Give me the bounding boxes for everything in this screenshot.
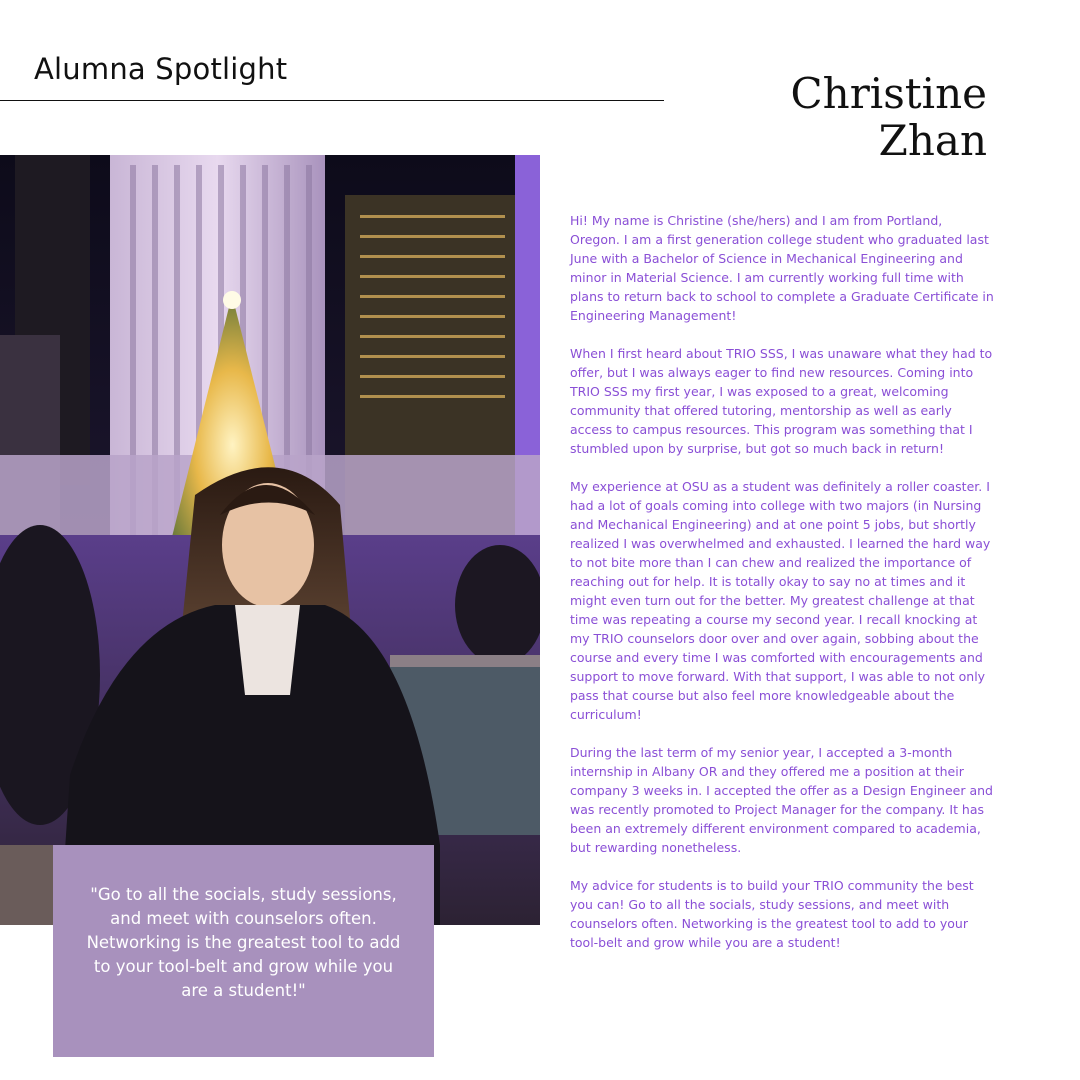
section-title: Alumna Spotlight: [34, 52, 288, 86]
header-divider: [0, 100, 664, 101]
pull-quote-text: "Go to all the socials, study sessions, and meet with counselors often. Networking is the greatest tool to add to your tool-belt and grow while you are a student!": [86, 885, 401, 1000]
bio-paragraph: When I first heard about TRIO SSS, I was unaware what they had to offer, but I was always eager to find new resources. Coming into TRIO SSS my first year, I was exposed to a great, welcoming community that offered tutoring, mentorship as well as early access to campus resources. This program was something that I stumbled upon by surprise, but got so much back in return!: [570, 346, 993, 456]
last-name: Zhan: [878, 116, 987, 165]
bio-body: [570, 211, 995, 971]
portrait-photo: [0, 155, 540, 925]
alumna-name: [791, 70, 987, 164]
bio-paragraph: My advice for students is to build your TRIO community the best you can! Go to all the socials, study sessions, and meet with counselors often. Networking is the greatest tool to add to your tool-belt and grow while you are a student!: [570, 878, 974, 950]
first-name: Christine: [790, 69, 987, 118]
bio-paragraph: My experience at OSU as a student was definitely a roller coaster. I had a lot of goals coming into college with two majors (in Nursing and Mechanical Engineering) and at one point 5 jobs, but shortly realized I was overwhelmed and exhausted. I learned the hard way to not bite more than I can chew and realized the importance of reaching out for help. It is totally okay to say no at times and it might even turn out for the better. My greatest challenge at that time was repeating a course my second year. I recall knocking at my TRIO counselors door over and over again, sobbing about the course and every time I was comforted with encouragements and support to move forward. With that support, I was able to not only pass that course but also feel more knowledgeable about the curriculum!: [570, 479, 991, 722]
bio-paragraph: Hi! My name is Christine (she/hers) and I am from Portland, Oregon. I am a first generation college student who graduated last June with a Bachelor of Science in Mechanical Engineering and minor in Material Science. I am currently working full time with plans to return back to school to complete a Graduate Certificate in Engineering Management!: [570, 213, 994, 323]
pull-quote: [53, 845, 434, 1057]
bio-paragraph: During the last term of my senior year, I accepted a 3-month internship in Albany OR and they offered me a position at their company 3 weeks in. I accepted the offer as a Design Engineer and was recently promoted to Project Manager for the company. It has been an extremely different environment compared to academia, but rewarding nonetheless.: [570, 745, 993, 855]
